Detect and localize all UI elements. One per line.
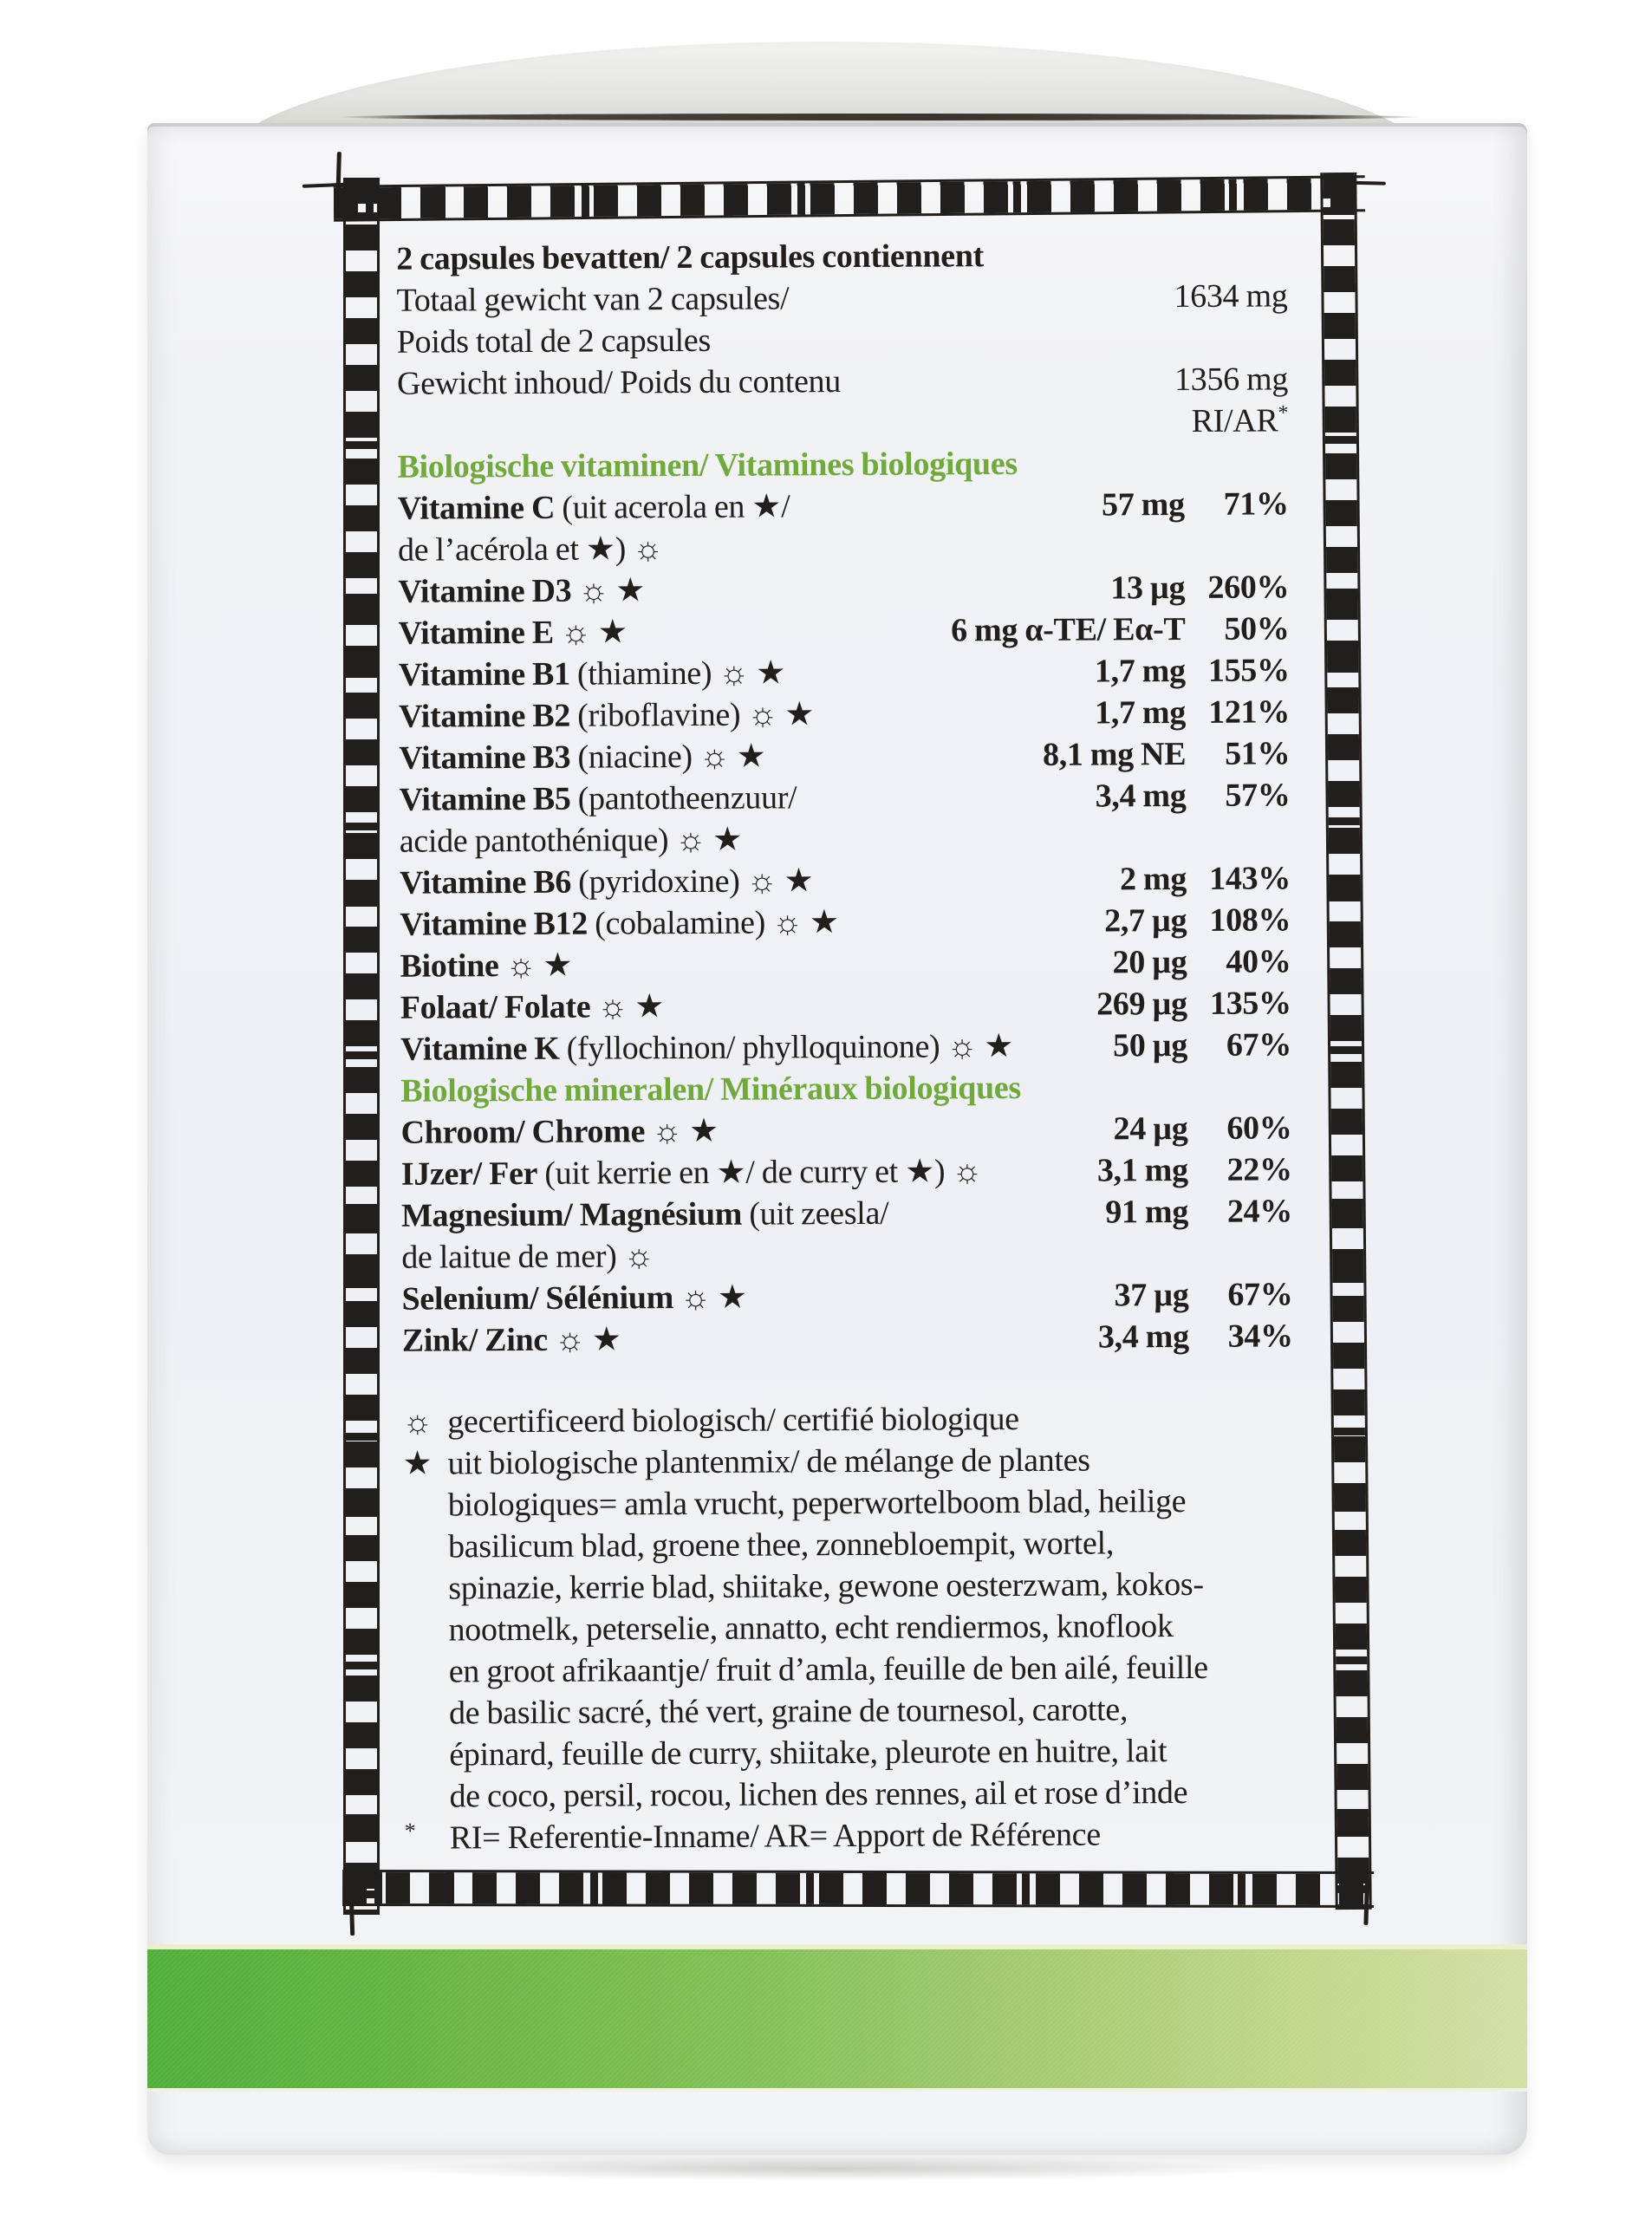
content-weight-row — [397, 358, 1288, 404]
nutrient-name-bold: IJzer/ Fer — [400, 1155, 538, 1193]
border-corner-stroke — [1363, 1878, 1369, 1925]
nutrient-ri-percent: 121% — [1208, 693, 1291, 731]
nutrient-name-bold: Vitamine B5 — [399, 780, 571, 818]
nutrient-name-bold: Vitamine B2 — [398, 697, 571, 735]
nutrient-amount: 2,7 µg — [1104, 901, 1187, 940]
nutrient-name — [401, 1150, 1024, 1195]
nutrient-name-bold: Chroom/ Chrome — [400, 1113, 646, 1151]
nutrient-ri-percent: 57% — [1225, 777, 1291, 814]
footnote-symbol — [404, 1734, 449, 1775]
footnote-text: nootmelk, peterselie, annatto, echt rendiermos, knoflook — [448, 1608, 1174, 1649]
nutrient-row — [398, 483, 1289, 529]
footnote-text: épinard, feuille de curry, shiitake, pleurote en huitre, lait — [449, 1733, 1167, 1773]
nutrient-name — [398, 568, 1020, 613]
nutrient-ri-percent: 260% — [1207, 569, 1290, 606]
nutrient-ri-percent: 155% — [1207, 652, 1290, 689]
nutrient-amount: 1,7 mg — [1094, 652, 1186, 690]
section-heading: Biologische mineralen/ Minéraux biologiques — [400, 1069, 1022, 1110]
nutrient-name — [401, 1192, 1024, 1237]
nutrient-name — [400, 942, 1022, 987]
footnote-text: de coco, persil, rocou, lichen des rennes, ail et rose d’inde — [449, 1773, 1188, 1815]
nutrient-row — [400, 899, 1291, 945]
nutrient-amount: 1,7 mg — [1095, 693, 1187, 732]
box-flap-seam-shadow — [336, 114, 1421, 120]
footnote-line — [404, 1729, 1295, 1775]
nutrient-amount: 2 mg — [1119, 860, 1187, 898]
section-heading: Biologische vitaminen/ Vitamines biologiques — [397, 446, 1018, 485]
nutrient-name-detail: (thiamine) ☼ ★ — [569, 654, 786, 693]
nutrient-amount: 13 µg — [1110, 569, 1186, 607]
nutrient-amount: 8,1 mg NE — [1042, 735, 1187, 773]
nutrient-row — [399, 732, 1290, 778]
nutrient-name-detail: ☼ ★ — [553, 614, 628, 651]
total-weight-label — [396, 276, 1174, 363]
ri-ar-header — [397, 400, 1288, 446]
nutrient-name-bold: Magnesium/ Magnésium — [400, 1195, 743, 1234]
nutrient-ri-percent: 67% — [1226, 1026, 1292, 1064]
nutrient-row — [398, 566, 1289, 612]
nutrient-name — [399, 651, 1021, 696]
nutrient-name-detail: ☼ ★ — [498, 947, 573, 985]
box-floor-shadow — [186, 2151, 1478, 2186]
footnote-line — [403, 1604, 1294, 1650]
nutrient-ri-percent: 60% — [1226, 1110, 1292, 1147]
box-front-panel — [147, 123, 1527, 2155]
nutrient-ri-percent: 135% — [1209, 985, 1291, 1022]
footnote-symbol: * — [404, 1818, 416, 1844]
nutrient-row — [399, 774, 1290, 820]
footnote-text: gecertificeerd biologisch/ certifié biologique — [447, 1401, 1019, 1441]
nutrition-label — [339, 178, 1369, 1910]
nutrient-name-bold: Vitamine C — [397, 489, 556, 527]
nutrient-name-continuation: de l’acérola et ★) ☼ — [397, 530, 663, 569]
footnote-line — [402, 1396, 1293, 1442]
nutrient-amount: 50 µg — [1113, 1026, 1188, 1064]
nutrient-name-detail: (uit zeesla/ — [741, 1194, 889, 1233]
nutrition-table — [397, 441, 1293, 1361]
footnote-line — [404, 1688, 1295, 1734]
nutrient-name-bold: Vitamine B1 — [398, 655, 570, 693]
nutrient-amount: 20 µg — [1112, 943, 1187, 981]
nutrient-name-continuation: de laitue de mer) ☼ — [401, 1238, 654, 1276]
nutrient-row — [400, 857, 1291, 903]
nutrient-name-detail: ☼ ★ — [571, 572, 646, 609]
nutrient-amount: 3,4 mg — [1095, 777, 1187, 815]
nutrient-name-detail: (niacine) ☼ ★ — [570, 738, 766, 776]
footnote-symbol — [403, 1526, 448, 1567]
total-weight-label-fr: Poids total de 2 capsules — [396, 322, 711, 361]
nutrient-name-detail: ☼ ★ — [590, 988, 665, 1025]
nutrient-amount: 269 µg — [1096, 985, 1187, 1023]
nutrient-name-bold: Vitamine B3 — [399, 739, 571, 777]
nutrient-name-bold: Vitamine K — [400, 1030, 560, 1068]
total-weight-label-nl: Totaal gewicht van 2 capsules/ — [396, 280, 790, 319]
nutrient-name-detail: (pyridoxine) ☼ ★ — [570, 862, 814, 901]
footnote-symbol — [404, 1692, 449, 1734]
footnote-symbol: ☼ — [402, 1403, 433, 1441]
nutrient-name-detail: (cobalamine) ☼ ★ — [587, 904, 839, 942]
nutrient-row — [399, 691, 1290, 737]
nutrient-ri-percent: 108% — [1209, 901, 1291, 939]
nutrient-name-detail: ☼ ★ — [673, 1279, 747, 1317]
nutrient-name-bold: Zink/ Zinc — [401, 1321, 549, 1359]
nutrient-name-detail: (riboflavine) ☼ ★ — [569, 696, 815, 734]
footnote-line — [403, 1521, 1294, 1567]
nutrient-row — [401, 1273, 1292, 1319]
nutrient-name-detail: ☼ ★ — [547, 1321, 621, 1358]
footnote-symbol — [403, 1609, 448, 1650]
footnote-text: spinazie, kerrie blad, shiitake, gewone oesterzwam, kokos- — [448, 1565, 1204, 1607]
nutrient-ri-percent: 67% — [1227, 1276, 1293, 1313]
nutrient-row — [399, 649, 1290, 695]
nutrient-row-continuation — [400, 816, 1291, 862]
nutrient-row — [400, 1107, 1291, 1153]
nutrient-name — [399, 693, 1021, 738]
nutrient-name-bold: Vitamine B6 — [399, 863, 572, 901]
nutrient-name-bold: Biotine — [400, 947, 499, 985]
nutrient-amount: 24 µg — [1113, 1110, 1188, 1148]
nutrient-name-bold: Vitamine D3 — [398, 572, 572, 610]
footnote-text: en groot afrikaantje/ fruit d’amla, feuille de ben ailé, feuille — [448, 1649, 1208, 1690]
nutrient-name — [400, 901, 1022, 946]
nutrient-row — [400, 940, 1291, 986]
footnote-line — [403, 1480, 1294, 1526]
nutrient-name — [398, 609, 951, 654]
footnote-text: biologiques= amla vrucht, peperwortelboom blad, heilige — [447, 1483, 1187, 1524]
footnote-text: basilicum blad, groene thee, zonnebloempit, wortel, — [447, 1525, 1115, 1565]
nutrient-ri-percent: 40% — [1226, 943, 1291, 980]
footnote-text: RI= Referentie-Inname/ AR= Apport de Référence — [449, 1816, 1101, 1857]
nutrient-name — [399, 734, 1021, 779]
nutrient-row — [400, 1024, 1291, 1070]
total-weight-value: 1634 mg — [1174, 277, 1288, 316]
ri-ar-label: RI/AR — [1191, 402, 1278, 439]
nutrient-ri-percent: 34% — [1227, 1318, 1293, 1355]
nutrient-row — [398, 608, 1289, 654]
nutrient-name — [402, 1317, 1024, 1362]
nutrient-name-bold: Selenium/ Sélénium — [401, 1279, 674, 1318]
nutrient-name-detail: (uit acerola en ★/ — [555, 488, 790, 526]
footnote-text: de basilic sacré, thé vert, graine de tournesol, carotte, — [448, 1691, 1128, 1732]
nutrient-ri-percent: 71% — [1223, 485, 1289, 523]
footnote-line — [404, 1646, 1295, 1692]
footnote-text: uit biologische plantenmix/ de mélange de plantes — [447, 1441, 1090, 1482]
nutrient-name-bold: Vitamine E — [398, 614, 554, 652]
nutrient-amount: 3,1 mg — [1096, 1151, 1188, 1189]
footnote-symbol: ★ — [402, 1445, 433, 1482]
nutrient-row-continuation — [401, 1232, 1292, 1278]
nutrient-ri-percent: 51% — [1225, 735, 1291, 772]
nutrient-ri-percent: 143% — [1209, 860, 1291, 897]
nutrient-name-detail: (uit kerrie en ★/ de curry et ★) ☼ — [537, 1153, 983, 1192]
label-content — [370, 209, 1337, 1878]
nutrient-name-bold: Vitamine B12 — [400, 905, 589, 943]
nutrient-ri-percent: 50% — [1224, 610, 1290, 647]
nutrient-row — [401, 1149, 1292, 1194]
nutrient-name-detail: ☼ ★ — [644, 1112, 719, 1150]
nutrient-name-detail: (fyllochinon/ phylloquinone) ☼ ★ — [559, 1028, 1014, 1067]
footnote-symbol — [403, 1567, 448, 1609]
nutrient-ri-percent: 22% — [1226, 1151, 1292, 1188]
nutrient-amount: 91 mg — [1105, 1193, 1189, 1231]
nutrient-row — [401, 1190, 1292, 1236]
footnote-line — [405, 1812, 1296, 1858]
nutrient-name — [401, 1275, 1024, 1320]
ri-ar-asterisk: * — [1278, 401, 1289, 425]
nutrient-name-detail: (pantotheenzuur/ — [570, 779, 797, 817]
footnotes — [402, 1396, 1296, 1858]
content-weight-label: Gewicht inhoud/ Poids du contenu — [396, 363, 842, 402]
nutrient-name-continuation: acide pantothénique) ☼ ★ — [399, 821, 743, 860]
nutrient-ri-percent: 24% — [1226, 1193, 1293, 1230]
green-stripe — [147, 1944, 1527, 2092]
footnote-symbol — [403, 1484, 448, 1526]
nutrient-name — [398, 485, 1020, 530]
serving-size-title: 2 capsules bevatten/ 2 capsules contiennent — [396, 238, 985, 277]
nutrient-name-bold: Folaat/ Folate — [400, 988, 591, 1026]
footnote-line — [403, 1563, 1294, 1609]
nutrient-name — [400, 859, 1022, 904]
nutrient-name — [400, 1025, 1023, 1070]
nutrient-name — [400, 1109, 1023, 1154]
nutrient-row — [402, 1315, 1293, 1361]
footnote-line — [404, 1771, 1295, 1817]
footnote-symbol — [404, 1650, 449, 1692]
footnote-line — [402, 1438, 1293, 1484]
nutrient-amount: 37 µg — [1114, 1276, 1189, 1314]
content-weight-value: 1356 mg — [1174, 361, 1289, 399]
nutrient-name — [400, 984, 1023, 1029]
nutrient-row-continuation — [398, 524, 1289, 570]
nutrient-amount: 6 mg α-TE/ Eα-T — [951, 610, 1186, 649]
total-weight-row — [396, 275, 1287, 362]
nutrient-name — [399, 776, 1021, 821]
nutrient-amount: 57 mg — [1101, 485, 1185, 524]
nutrient-amount: 3,4 mg — [1097, 1318, 1189, 1356]
nutrient-row — [400, 982, 1291, 1028]
